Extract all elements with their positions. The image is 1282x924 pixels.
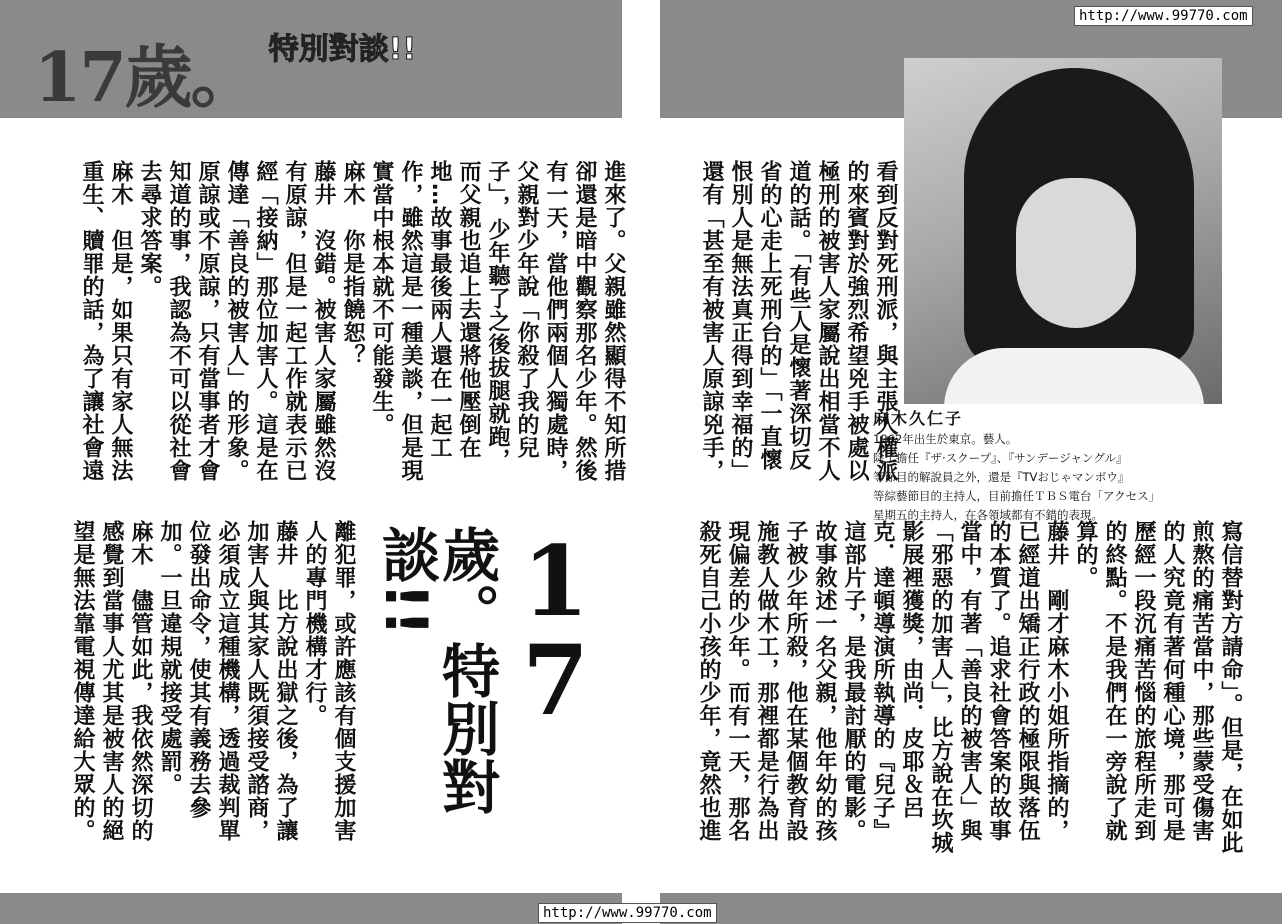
url-watermark-top: http://www.99770.com — [1074, 6, 1253, 26]
photo-caption — [873, 408, 1173, 525]
portrait-photo — [904, 58, 1222, 404]
footer-band-right — [660, 893, 1282, 924]
portrait-face — [1016, 178, 1136, 328]
header-title-main: 17歲。 — [34, 38, 257, 118]
article-text-left-lower: 離犯罪，或許應該有個支援加害人的專門機構才行。 藤井 比方說出獄之後，為了讓加害人與其家人既須接受諮商，必須成立這種機構，透過裁判單位發出命令，使其有義務去參加。一旦違規就接受處罰。 麻木 儘管如此，我依然深切的感覺到當事人尤其是被害人的絕望是無法靠電視傳達給大眾的。 — [70, 520, 356, 842]
caption-line: 等節目的解說員之外，還是『TVおじゃマンボウ』 — [873, 470, 1130, 484]
article-text-left-upper: 進來了。父親雖然顯得不知所措卻還是暗中觀察那名少年。然後有一天，當他們兩個人獨處時，父親對少年說「你殺了我的兒子」，少年聽了之後拔腿就跑，而父親也追上去還將他壓倒在地…故事最後兩人還在一起工作，雖然這是一種美談，但是現實當中根本就不可能發生。 麻木 你是指饒恕？ 藤井 沒錯。被害人家屬雖然沒有原諒，但是一起工作就表示已經「接納」那位加害人。這是在傳達「善良的被害人」的形象。原諒或不原諒，只有當事者才會知道的事，我認為不可以從社會去尋求答案。 麻木 但是，如果只有家人無法重生、贖罪的話，為了讓社會遠 — [79, 160, 626, 482]
caption-line: 星期五的主持人，在各領域都有不錯的表現。 — [873, 508, 1103, 522]
caption-name: 麻木久仁子 — [873, 409, 964, 428]
article-text-right-upper: 看到反對死刑派，與主張人權派的來賓對於強烈希望兇手被處以極刑的被害人家屬說出相當不人道的話。「有些人是懷著深切反省的心走上死刑台的」「一直懷恨別人是無法真正得到幸福的」還有「甚至有被害人原諒兇手， — [699, 160, 898, 482]
article-text-right-lower: 寫信替對方請命」。但是，在如此煎熬的痛苦當中，那些蒙受傷害的人究竟有著何種心境，那可是歷經一段沉痛苦惱的旅程所走到的終點。不是我們在一旁說了就算的。 藤井 剛才麻木小姐所指摘的，已經道出矯正行政的極限與落伍的本質了。追求社會答案的故事當中，有著「善良的被害人」與「邪惡的加害人」，比方說在坎城影展裡獲獎，由尚．皮耶＆呂克．達頓導演所執導的『兒子』這部片子，是我最討厭的電影。故事敘述一名父親，他年幼的孩子被少年所殺，他在某個教育設施教人做木工，那裡都是行為出現偏差的少年。而有一天，那名殺死自己小孩的少年，竟然也進 — [696, 520, 1243, 854]
header-title-sub: 特別對談!! — [268, 32, 417, 67]
url-watermark-bottom: http://www.99770.com — [538, 903, 717, 923]
portrait-shirt — [944, 348, 1204, 404]
big-title — [372, 525, 614, 924]
caption-line: 1962年出生於東京。藝人。 — [873, 432, 1018, 446]
header-title — [34, 24, 417, 118]
big-title-number: 17 — [499, 525, 612, 723]
big-title-text: 歲。特別對談!! — [372, 525, 500, 815]
caption-line: 除了擔任『ザ·スクープ』、『サンデージャングル』 — [873, 451, 1128, 465]
caption-line: 等綜藝節目的主持人，目前擔任ＴＢＳ電台「アクセス」 — [873, 489, 1161, 503]
